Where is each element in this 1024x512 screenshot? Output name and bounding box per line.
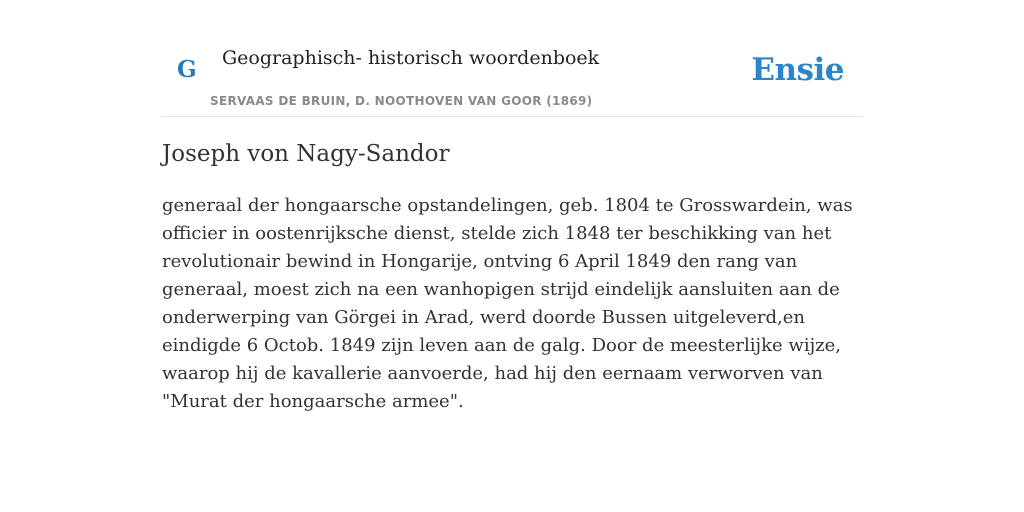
dictionary-authors: SERVAAS DE BRUIN, D. NOOTHOVEN VAN GOOR (1869) (210, 94, 593, 108)
dictionary-title-link[interactable]: Geographisch- historisch woordenboek (222, 47, 600, 69)
dictionary-header (162, 0, 862, 117)
ensie-brand-logo[interactable]: Ensie (751, 52, 844, 88)
entry-title: Joseph von Nagy-Sandor (162, 141, 450, 167)
dictionary-logo-icon[interactable]: G (177, 56, 197, 83)
entry-body: generaal der hongaarsche opstandelingen, geb. 1804 te Grosswardein, was officier in oostenrijksche dienst, stelde zich 1848 ter beschikking van het revolutionair bewind in Hongarije, ontving 6 April 1849 den rang van generaal, moest zich na een wanhopigen strijd eindelijk aansluiten aan de onderwerping van Görgei in Arad, werd doorde Bussen uitgeleverd,en eindigde 6 Octob. 1849 zijn leven aan de galg. Door de meesterlijke wijze, waarop hij de kavallerie aanvoerde, had hij den eernaam verworven van "Murat der hongaarsche armee". (162, 195, 853, 412)
